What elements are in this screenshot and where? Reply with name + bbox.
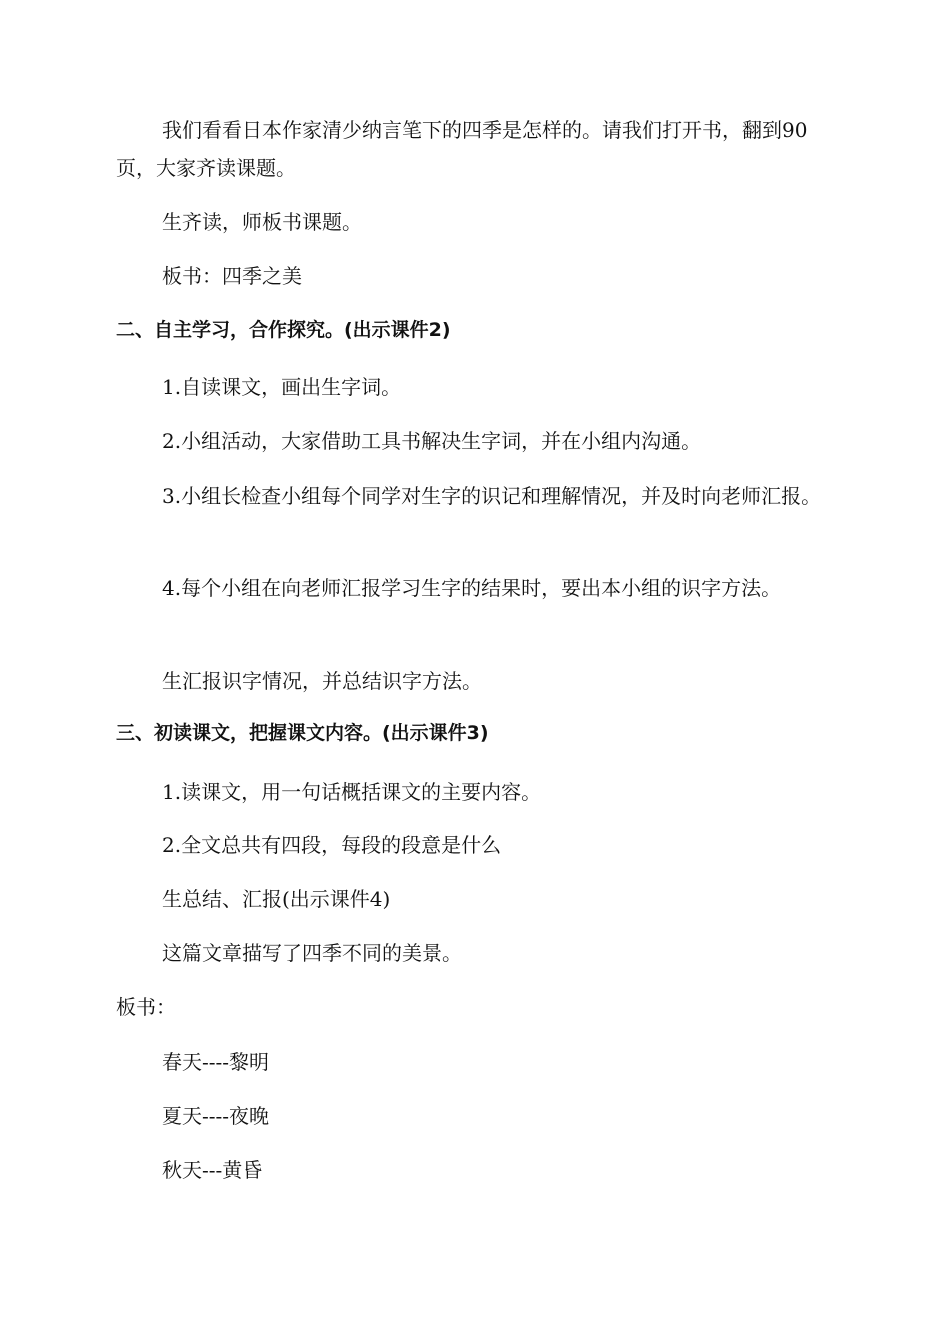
list-item-6: 2.全文总共有四段，每段的段意是什么: [162, 833, 502, 857]
description-paragraph: 这篇文章描写了四季不同的美景。: [162, 941, 462, 965]
section-heading-2: 二、自主学习，合作探究。(出示课件2): [116, 319, 451, 341]
summary-paragraph: 生总结、汇报(出示课件4): [162, 887, 391, 911]
list-item-1: 1.自读课文，画出生字词。: [162, 375, 402, 399]
list-item-2: 2.小组活动，大家借助工具书解决生字词，并在小组内沟通。: [162, 429, 702, 453]
blackboard-title-paragraph: 板书：四季之美: [162, 264, 302, 288]
students-read-paragraph: 生齐读，师板书课题。: [162, 210, 362, 234]
intro-paragraph: 我们看看日本作家清少纳言笔下的四季是怎样的。请我们打开书，翻到90页，大家齐读课题。: [116, 118, 808, 180]
section-heading-3: 三、初读课文，把握课文内容。(出示课件3): [116, 722, 489, 744]
season-line-spring: 春天----黎明: [162, 1050, 270, 1074]
list-item-5: 1.读课文，用一句话概括课文的主要内容。: [162, 780, 542, 804]
students-report-paragraph: 生汇报识字情况，并总结识字方法。: [162, 669, 482, 693]
season-line-autumn: 秋天---黄昏: [162, 1158, 263, 1182]
list-item-4: 4.每个小组在向老师汇报学习生字的结果时，要出本小组的识字方法。: [162, 576, 782, 600]
blackboard-label: 板书：: [116, 995, 176, 1019]
season-line-summer: 夏天----夜晚: [162, 1104, 270, 1128]
list-item-3: 3.小组长检查小组每个同学对生字的识记和理解情况，并及时向老师汇报。: [162, 484, 822, 508]
